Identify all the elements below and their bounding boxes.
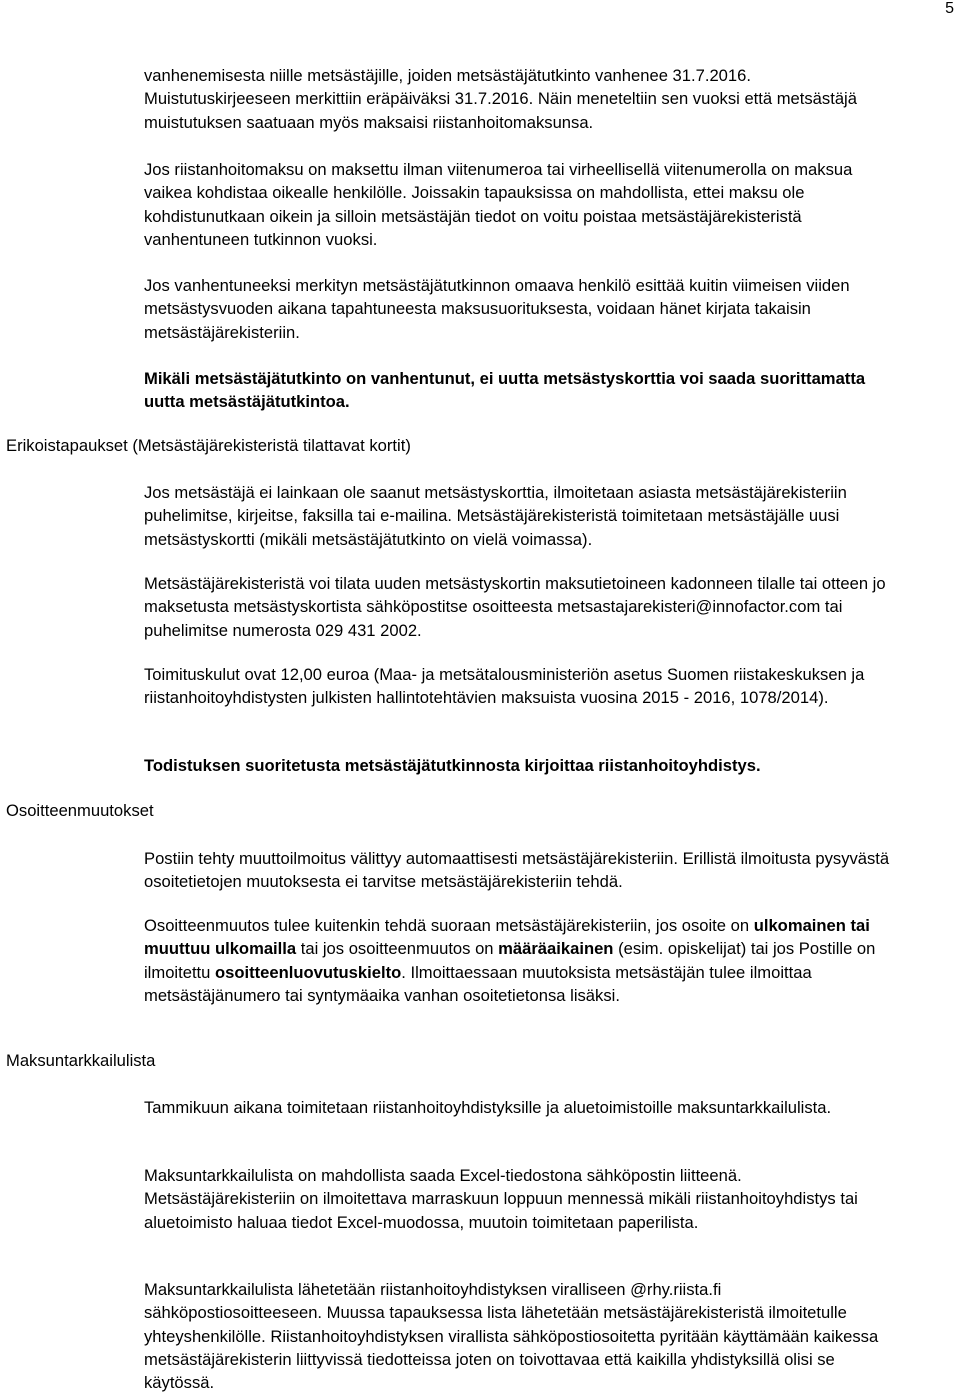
paragraph-expired-exam-notice [144,367,894,414]
paragraph-postal-change: Postiin tehty muuttoilmoitus välittyy automaattisesti metsästäjärekisteriin. Erillistä ilmoitusta pysyvästä osoitetietojen muutoksesta ei tarvitse metsästäjärekisteriin tehdä. [144,849,890,892]
bold-notice-text: Mikäli metsästäjätutkinto on vanhentunut, ei uutta metsästyskorttia voi saada suorittamatta uutta metsästäjätutkintoa. [144,369,866,412]
paragraph-missing-card: Jos metsästäjä ei lainkaan ole saanut metsästyskorttia, ilmoitetaan asiasta metsästäjärekisteriin puhelimitse, kirjeitse, faksilla tai e-mailina. Metsästäjärekisteristä toimitetaan metsästäjälle uusi metsästyskortti (mikäli metsästäjätutkinto on vielä voimassa). [144,483,847,549]
text-segment: (esim. opiskelijat) tai jos Postille on ilmoitettu [144,939,876,982]
paragraph-delivery-fees: Toimituskulut ovat 12,00 euroa (Maa- ja metsätalousministeriön asetus Suomen riistakeskuksen ja riistanhoitoyhdistysten julkisten hallintotehtävien maksuista vuosina 2015 - 2016, 1078/2014). [144,665,865,708]
text-segment: Osoitteenmuutos tulee kuitenkin tehdä suoraan metsästäjärekisteriin, jos osoite on [144,916,754,935]
heading-maksuntarkkailulista: Maksuntarkkailulista [6,1051,156,1070]
paragraph-january-delivery: Tammikuun aikana toimitetaan riistanhoitoyhdistyksille ja aluetoimistoille maksuntarkkailulista. [144,1098,832,1117]
bold-abroad: ulkomainen tai muuttuu ulkomailla [144,916,870,959]
paragraph-email-delivery: Maksuntarkkailulista lähetetään riistanhoitoyhdistyksen viralliseen @rhy.riista.fi sähköpostiosoitteeseen. Muussa tapauksessa lista lähetetään metsästäjärekisteristä ilmoitetulle yhteyshenkilölle. Riistanhoitoyhdistyksen virallista sähköpostiosoitetta pyritään käyttämään kaikessa metsästäjärekisterin liittyvissä tiedotteissa joten on toivottavaa että kaikilla yhdistyksillä olisi se käytössä. [144,1280,879,1393]
paragraph-certificate-notice [144,754,894,777]
bold-temporary: määräaikainen [498,939,614,959]
page-number: 5 [945,0,954,17]
text-segment: . Ilmoittaessaan muutoksista metsästäjän tulee ilmoittaa metsästäjänumero tai syntymäaika vanhan osoitetietonsa lisäksi. [144,962,812,1005]
paragraph-address-change-rules [144,914,894,1007]
paragraph-reference-number: Jos riistanhoitomaksu on maksettu ilman viitenumeroa tai virheellisellä viitenumerolla on maksua vaikea kohdistaa oikealle henkilölle. Joissakin tapauksissa on mahdollista, ettei maksu ole kohdistunutkaan oikein ja silloin metsästäjän tiedot on voitu poistaa metsästäjärekisteristä vanhentuneen tutkinnon vuoksi. [144,160,853,249]
heading-erikoistapaukset: Erikoistapaukset (Metsästäjärekisteristä tilattavat kortit) [6,436,411,455]
text-segment: tai jos osoitteenmuutos on [296,939,499,959]
paragraph-excel-option: Maksuntarkkailulista on mahdollista saada Excel-tiedostona sähköpostin liitteenä. Metsästäjärekisteriin on ilmoitettava marraskuun loppuun mennessä mikäli riistanhoitoyhdistys tai aluetoimisto haluaa tiedot Excel-muodossa, muutoin toimitetaan paperilista. [144,1166,858,1232]
paragraph-order-new-card: Metsästäjärekisteristä voi tilata uuden metsästyskortin maksutietoineen kadonneen tilalle tai otteen jo maksetusta metsästyskortista sähköpostitse osoitteesta metsastajarekisteri@innofactor.com tai puhelimitse numerosta 029 431 2002. [144,574,886,640]
paragraph-receipt-reinstatement: Jos vanhentuneeksi merkityn metsästäjätutkinnon omaava henkilö esittää kuitin viimeisen viiden metsästysvuoden aikana tapahtuneesta maksusuorituksesta, voidaan hänet kirjata takaisin metsästäjärekisteriin. [144,276,850,342]
paragraph-renewal-reminder: vanhenemisesta niille metsästäjille, joiden metsästäjätutkinto vanhenee 31.7.2016. Muistutuskirjeeseen merkittiin eräpäiväksi 31.7.2016. Näin meneteltiin sen vuoksi että metsästäjä muistutuksen saatuaan myös maksaisi riistanhoitomaksunsa. [144,66,857,132]
bold-certificate-text: Todistuksen suoritetusta metsästäjätutkinnosta kirjoittaa riistanhoitoyhdistys. [144,756,761,775]
bold-disclosure-ban: osoitteenluovutuskielto [215,962,402,982]
heading-osoitteenmuutokset: Osoitteenmuutokset [6,801,154,820]
